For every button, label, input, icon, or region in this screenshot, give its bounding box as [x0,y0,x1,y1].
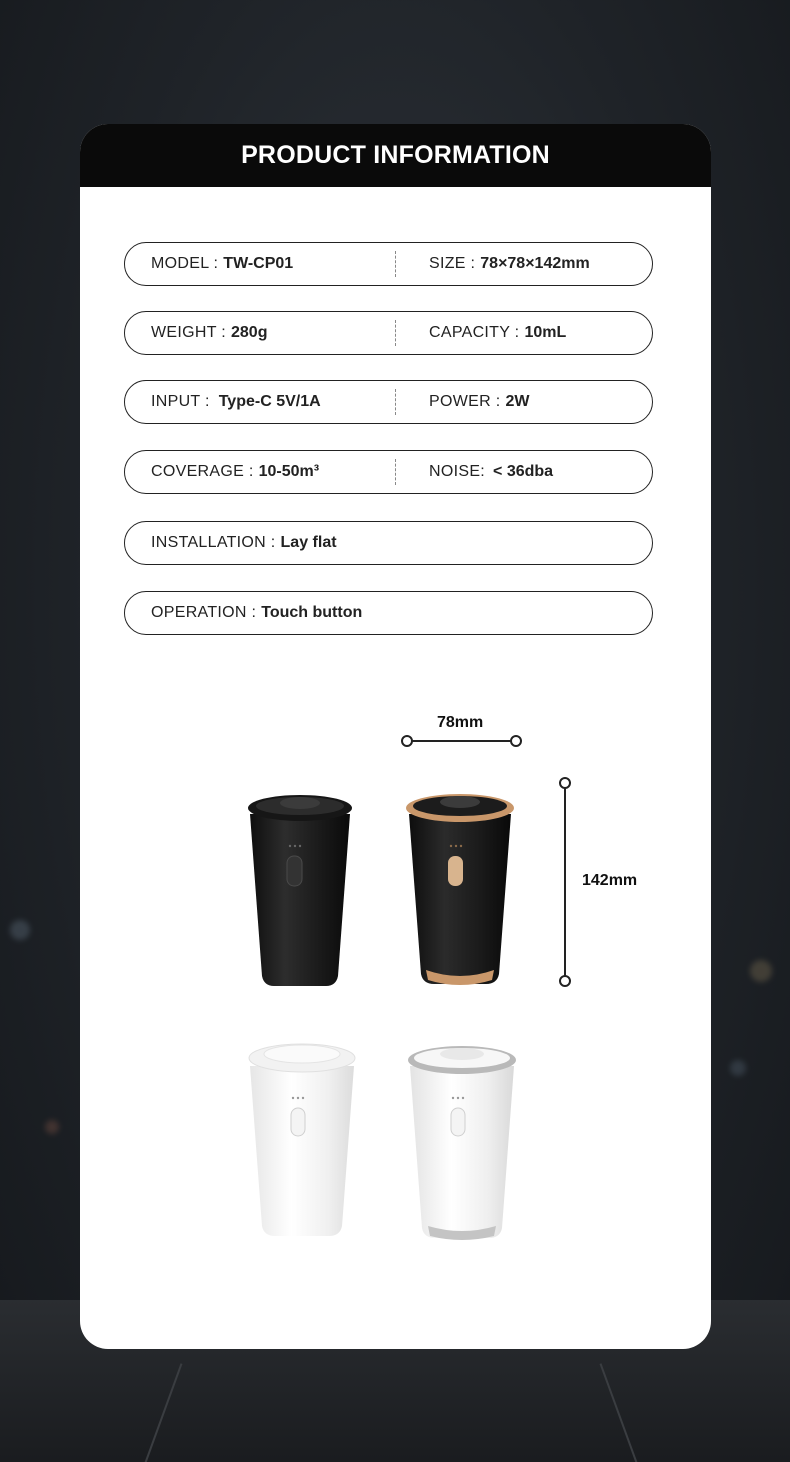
bokeh-light [730,1060,746,1076]
width-dimension-label: 78mm [437,714,484,731]
spec-value: 10-50m³ [258,463,320,480]
bokeh-light [45,1120,59,1134]
spec-label: INSTALLATION : [151,534,276,551]
height-dimension-line [564,788,566,982]
spec-installation [151,534,337,552]
spec-divider [395,459,396,485]
spec-label: POWER : [429,393,501,410]
spec-label: NOISE: [429,463,486,480]
spec-row-weight-capacity [124,311,653,355]
spec-label: COVERAGE : [151,463,254,480]
spec-coverage [151,463,319,481]
product-image-black-gold [404,784,516,988]
spec-size [429,255,590,273]
bokeh-light [750,960,772,982]
spec-label: SIZE : [429,255,476,272]
spec-row-input-power [124,380,653,424]
spec-row-coverage-noise [124,450,653,494]
spec-value: < 36dba [493,463,554,480]
spec-value: 2W [505,393,530,410]
spec-row-model-size [124,242,653,286]
spec-value: TW-CP01 [223,255,294,272]
dimension-endpoint [559,777,571,789]
product-image-white [246,1036,358,1238]
bokeh-light [10,920,30,940]
height-dimension-label: 142mm [582,872,638,889]
spec-capacity [429,324,566,342]
dimension-endpoint [559,975,571,987]
spec-label: MODEL : [151,255,219,272]
spec-model [151,255,293,273]
spec-label: CAPACITY : [429,324,520,341]
dimension-endpoint [510,735,522,747]
dimension-endpoint [401,735,413,747]
spec-power [429,393,529,411]
spec-value: Lay flat [280,534,337,551]
product-image-white-silver [406,1036,518,1242]
spec-row-operation [124,591,653,635]
spec-value: Type-C 5V/1A [218,393,321,410]
spec-value: 280g [231,324,268,341]
spec-divider [395,389,396,415]
spec-label: INPUT : [151,393,210,410]
spec-operation [151,604,362,622]
spec-label: OPERATION : [151,604,257,621]
spec-divider [395,251,396,277]
spec-row-installation [124,521,653,565]
spec-value: Touch button [261,604,363,621]
spec-label: WEIGHT : [151,324,226,341]
spec-value: 10mL [524,324,567,341]
spec-value: 78×78×142mm [480,255,590,272]
spec-input [151,393,321,411]
page-title-text: PRODUCT INFORMATION [241,141,550,169]
product-image-black [246,788,354,988]
page-title [80,124,711,187]
spec-noise [429,463,553,481]
spec-weight [151,324,267,342]
spec-divider [395,320,396,346]
product-info-card [80,124,711,1349]
width-dimension-line [409,740,517,742]
